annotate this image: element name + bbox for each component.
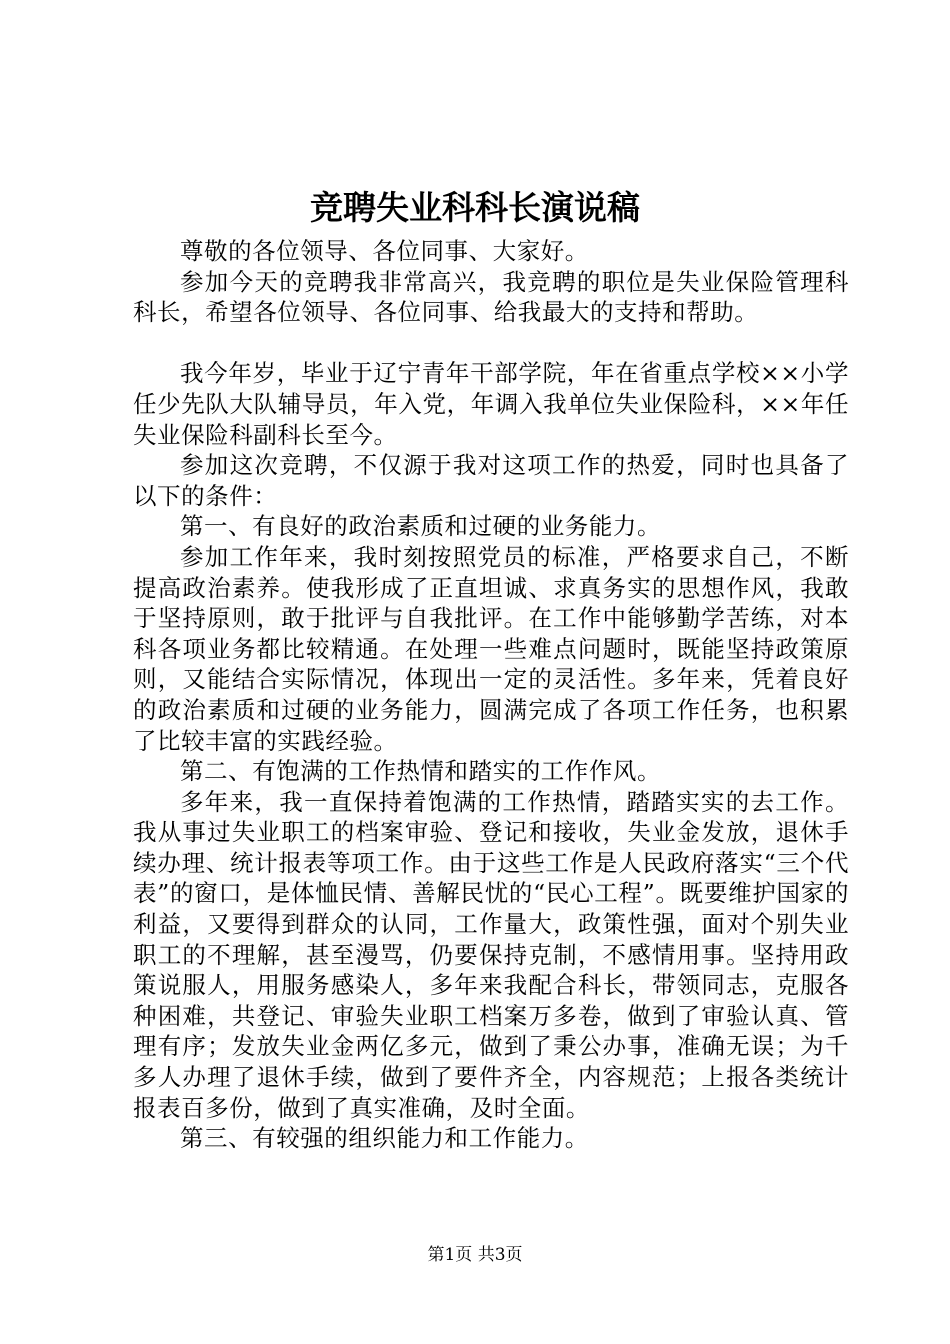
page-footer: 第1页 共3页 — [427, 1245, 523, 1265]
paragraph-point-one-body: 参加工作年来，我时刻按照党员的标准，严格要求自己，不断提高政治素养。使我形成了正直坦诚、求真务实的思想作风，我敢于坚持原则，敢于批评与自我批评。在工作中能够勤学苦练，对本科各项业务都比较精通。在处理一些难点问题时，既能坚持政策原则，又能结合实际情况，体现出一定的灵活性。多年来，凭着良好的政治素质和过硬的业务能力，圆满完成了各项工作任务，也积累了比较丰富的实践经验。 — [133, 542, 849, 755]
paragraph-conditions: 参加这次竞聘，不仅源于我对这项工作的热爱，同时也具备了以下的条件： — [133, 451, 849, 510]
paragraph-greeting: 尊敬的各位领导、各位同事、大家好。 — [180, 237, 589, 265]
paragraph-intro: 参加今天的竞聘我非常高兴，我竞聘的职位是失业保险管理科科长，希望各位领导、各位同事、给我最大的支持和帮助。 — [133, 267, 849, 327]
paragraph-point-one-heading: 第一、有良好的政治素质和过硬的业务能力。 — [180, 512, 661, 541]
paragraph-point-two-body: 多年来，我一直保持着饱满的工作热情，踏踏实实的去工作。我从事过失业职工的档案审验、登记和接收，失业金发放，退休手续办理、统计报表等项工作。由于这些工作是人民政府落实“三个代表”的窗口，是体恤民情、善解民忧的“民心工程”。既要维护国家的利益，又要得到群众的认同，工作量大，政策性强，面对个别失业职工的不理解，甚至漫骂，仍要保持克制，不感情用事。坚持用政策说服人，用服务感染人，多年来我配合科长，带领同志，克服各种困难，共登记、审验失业职工档案万多卷，做到了审验认真、管理有序；发放失业金两亿多元，做到了秉公办事，准确无误；为千多人办理了退休手续，做到了要件齐全，内容规范；上报各类统计报表百多份，做到了真实准确，及时全面。 — [133, 787, 849, 1122]
paragraph-point-three-heading: 第三、有较强的组织能力和工作能力。 — [180, 1124, 589, 1153]
document-body — [133, 236, 849, 1154]
paragraph-point-two-heading: 第二、有饱满的工作热情和踏实的工作作风。 — [180, 757, 661, 786]
paragraph-background: 我今年岁，毕业于辽宁青年干部学院，年在省重点学校××小学任少先队大队辅导员，年入党，年调入我单位失业保险科，××年任失业保险科副科长至今。 — [133, 359, 849, 449]
document-title: 竞聘失业科科长演说稿 — [310, 188, 640, 227]
